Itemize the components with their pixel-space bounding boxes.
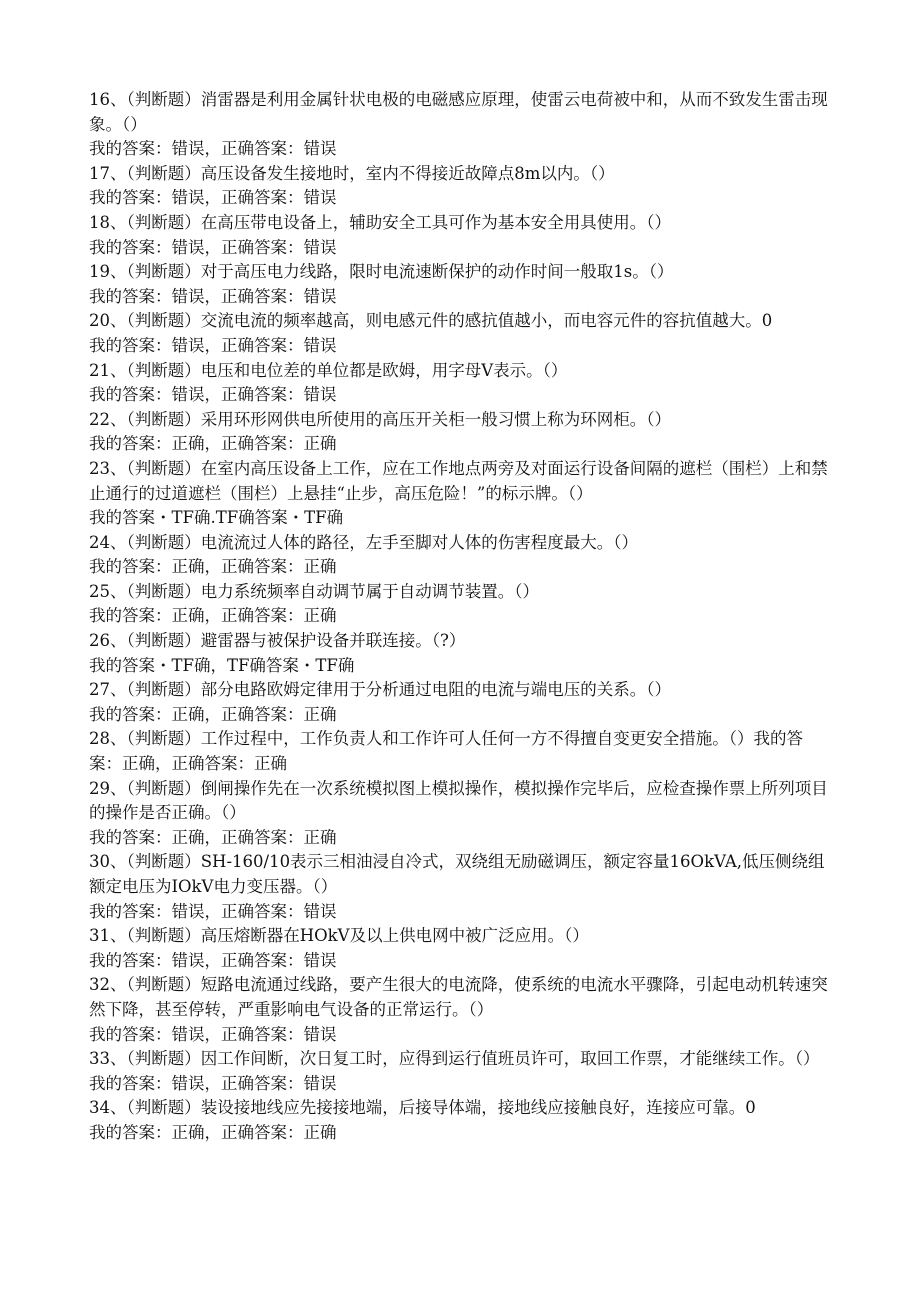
answer-29: 我的答案：正确，正确答案：正确 xyxy=(89,827,337,847)
answer-24: 我的答案：正确，正确答案：正确 xyxy=(89,557,337,577)
question-31: 31、（判断题）高压熔断器在HOkV及以上供电网中被广泛应用。（） xyxy=(89,926,589,946)
answer-22: 我的答案：正确，正确答案：正确 xyxy=(89,434,337,454)
question-23: 23、（判断题）在室内高压设备上工作，应在工作地点两旁及对面运行设备间隔的遮栏（围栏）上和禁止通行的过道遮栏（围栏）上悬挂“止步，高压危险！”的标示牌。（） xyxy=(89,458,828,503)
answer-18: 我的答案：错误，正确答案：错误 xyxy=(89,237,337,257)
answer-26: 我的答案・TF确，TF确答案・TF确 xyxy=(89,655,355,675)
question-25: 25、（判断题）电力系统频率自动调节属于自动调节装置。（） xyxy=(89,581,539,601)
answer-33: 我的答案：错误，正确答案：错误 xyxy=(89,1073,337,1093)
question-24: 24、（判断题）电流流过人体的路径，左手至脚对人体的伤害程度最大。（） xyxy=(89,532,638,552)
question-28: 28、（判断题）工作过程中，工作负责人和工作许可人任何一方不得擅自变更安全措施。（）我的答案：正确，正确答案：正确 xyxy=(89,729,803,774)
question-30: 30、（判断题）SH-160/10表示三相油浸自冷式，双绕组无励磁调压，额定容量16OkVA,低压侧绕组额定电压为IOkV电力变压器。（） xyxy=(89,852,825,896)
answer-16: 我的答案：错误，正确答案：错误 xyxy=(89,139,337,159)
question-32: 32、（判断题）短路电流通过线路，要产生很大的电流降，使系统的电流水平骤降，引起电动机转速突然下降，甚至停转，严重影响电气设备的正常运行。（） xyxy=(89,975,828,1019)
answer-17: 我的答案：错误，正确答案：错误 xyxy=(89,188,337,208)
answer-19: 我的答案：错误，正确答案：错误 xyxy=(89,286,337,306)
document-page xyxy=(89,88,834,1146)
question-19: 19、（判断题）对于高压电力线路，限时电流速断保护的动作时间一般取1s。（） xyxy=(89,262,674,282)
question-29: 29、（判断题）倒闸操作先在一次系统模拟图上模拟操作，模拟操作完毕后，应检查操作票上所列项目的操作是否正确。（） xyxy=(89,778,828,823)
question-16: 16、（判断题）消雷器是利用金属针状电极的电磁感应原理，使雷云电荷被中和，从而不致发生雷击现象。（） xyxy=(89,90,828,134)
question-26: 26、（判断题）避雷器与被保护设备并联连接。（?） xyxy=(89,631,466,651)
question-18: 18、（判断题）在高压带电设备上，辅助安全工具可作为基本安全用具使用。（） xyxy=(89,212,671,232)
answer-34: 我的答案：正确，正确答案：正确 xyxy=(89,1122,337,1142)
answer-31: 我的答案：错误，正确答案：错误 xyxy=(89,950,337,970)
answer-20: 我的答案：错误，正确答案：错误 xyxy=(89,335,337,355)
answer-21: 我的答案：错误，正确答案：错误 xyxy=(89,385,337,405)
question-21: 21、（判断题）电压和电位差的单位都是欧姆，用字母V表示。（） xyxy=(89,360,568,380)
question-22: 22、（判断题）采用环形网供电所使用的高压开关柜一般习惯上称为环网柜。（） xyxy=(89,409,671,429)
question-20: 20、（判断题）交流电流的频率越高，则电感元件的感抗值越小，而电容元件的容抗值越大。0 xyxy=(89,311,773,331)
question-27: 27、（判断题）部分电路欧姆定律用于分析通过电阻的电流与端电压的关系。（） xyxy=(89,680,671,700)
answer-23: 我的答案・TF确.TF确答案・TF确 xyxy=(89,508,344,528)
question-33: 33、（判断题）因工作间断，次日复工时，应得到运行值班员许可，取回工作票，才能继续工作。（） xyxy=(89,1049,820,1069)
question-34: 34、（判断题）装设接地线应先接接地端，后接导体端，接地线应接触良好，连接应可靠。0 xyxy=(89,1098,756,1118)
question-17: 17、（判断题）高压设备发生接地时，室内不得接近故障点8m以内。（） xyxy=(89,163,615,183)
answer-27: 我的答案：正确，正确答案：正确 xyxy=(89,704,337,724)
answer-32: 我的答案：错误，正确答案：错误 xyxy=(89,1024,337,1044)
answer-30: 我的答案：错误，正确答案：错误 xyxy=(89,901,337,921)
answer-25: 我的答案：正确，正确答案：正确 xyxy=(89,606,337,626)
